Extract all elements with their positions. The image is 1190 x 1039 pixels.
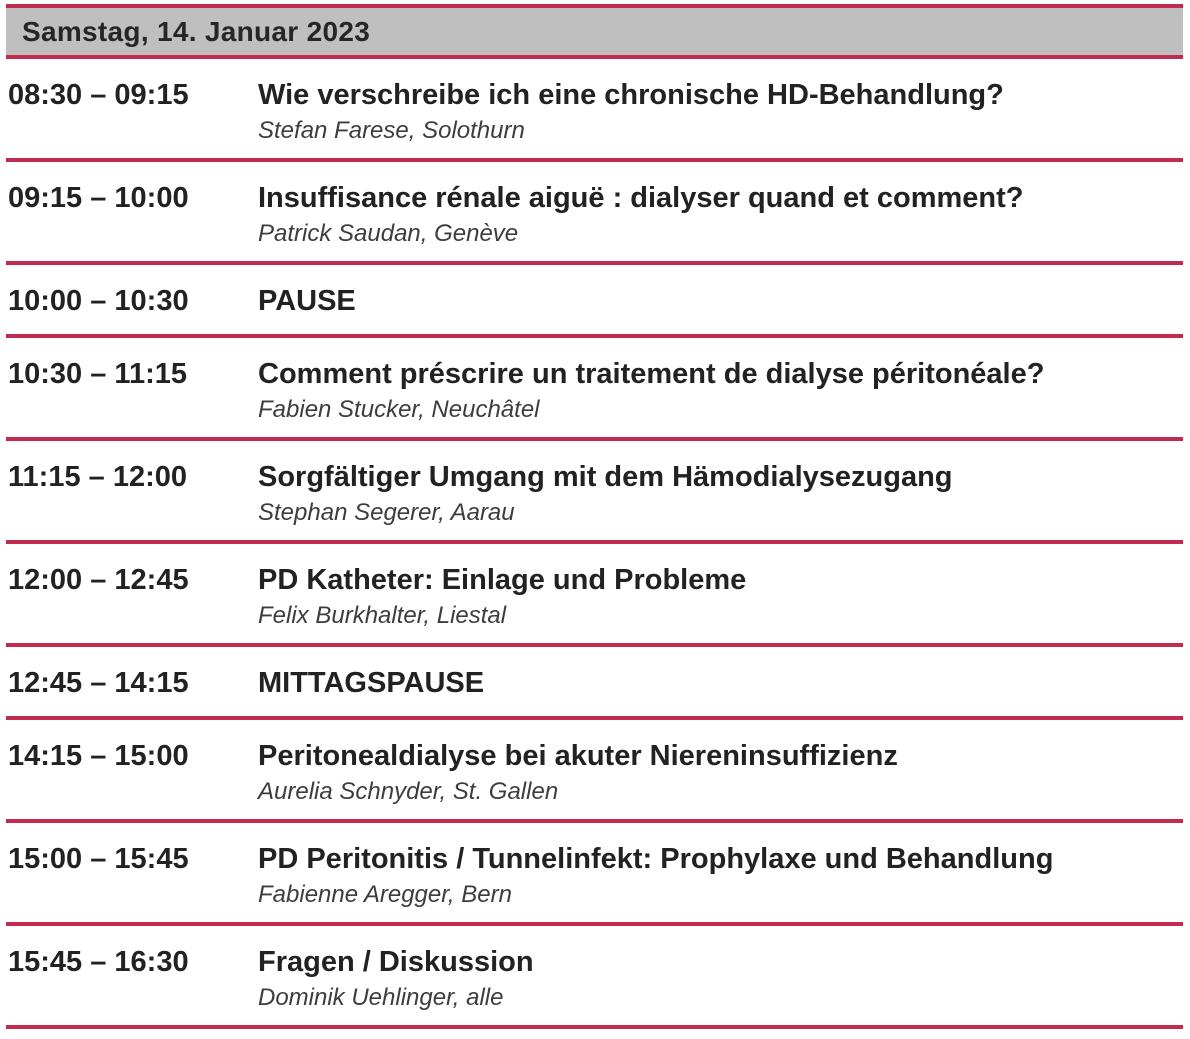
session-row: [6, 338, 1183, 441]
session-title: Sorgfältiger Umgang mit dem Hämodialysezugang: [258, 461, 953, 493]
session-time: 10:00 – 10:30: [8, 285, 189, 317]
session-time: 12:45 – 14:15: [8, 667, 189, 699]
break-title: PAUSE: [258, 285, 356, 317]
session-title: Peritonealdialyse bei akuter Niereninsuffizienz: [258, 740, 898, 772]
session-row: [6, 720, 1183, 823]
session-speaker: Felix Burkhalter, Liestal: [258, 602, 507, 629]
day-header-bar: [6, 4, 1183, 59]
session-speaker: Fabien Stucker, Neuchâtel: [258, 396, 540, 423]
session-row: [6, 926, 1183, 1029]
session-row: [6, 441, 1183, 544]
session-time: 14:15 – 15:00: [8, 740, 189, 772]
session-content: [258, 739, 1183, 806]
session-title: Comment préscrire un traitement de dialyse péritonéale?: [258, 358, 1045, 390]
session-title: Fragen / Diskussion: [258, 946, 534, 978]
session-content: [258, 181, 1183, 248]
break-title: MITTAGSPAUSE: [258, 667, 485, 699]
session-time: 12:00 – 12:45: [8, 564, 189, 596]
session-time: 09:15 – 10:00: [8, 182, 189, 214]
session-time: 08:30 – 09:15: [8, 79, 189, 111]
session-content: [258, 78, 1183, 145]
session-row: [6, 823, 1183, 926]
session-content: [258, 842, 1183, 909]
session-speaker: Patrick Saudan, Genève: [258, 220, 519, 247]
session-row: [6, 162, 1183, 265]
day-title: Samstag, 14. Januar 2023: [22, 15, 371, 47]
break-row: [6, 265, 1183, 338]
session-title: Wie verschreibe ich eine chronische HD-Behandlung?: [258, 79, 1004, 111]
session-content: [258, 460, 1183, 527]
program-page: [6, 4, 1183, 1029]
session-speaker: Fabienne Aregger, Bern: [258, 881, 512, 908]
session-speaker: Aurelia Schnyder, St. Gallen: [258, 778, 559, 805]
session-content: [258, 284, 1183, 318]
session-content: [258, 357, 1183, 424]
session-title: Insuffisance rénale aiguë : dialyser quand et comment?: [258, 182, 1024, 214]
session-time: 10:30 – 11:15: [8, 358, 187, 390]
session-content: [258, 563, 1183, 630]
session-speaker: Stephan Segerer, Aarau: [258, 499, 515, 526]
break-row: [6, 647, 1183, 720]
session-speaker: Dominik Uehlinger, alle: [258, 984, 504, 1011]
session-speaker: Stefan Farese, Solothurn: [258, 117, 525, 144]
session-row: [6, 59, 1183, 162]
session-title: PD Peritonitis / Tunnelinfekt: Prophylaxe und Behandlung: [258, 843, 1054, 875]
session-time: 15:45 – 16:30: [8, 946, 189, 978]
session-time: 15:00 – 15:45: [8, 843, 189, 875]
session-row: [6, 544, 1183, 647]
session-content: [258, 666, 1183, 700]
session-title: PD Katheter: Einlage und Probleme: [258, 564, 747, 596]
session-content: [258, 945, 1183, 1012]
session-time: 11:15 – 12:00: [8, 461, 187, 493]
